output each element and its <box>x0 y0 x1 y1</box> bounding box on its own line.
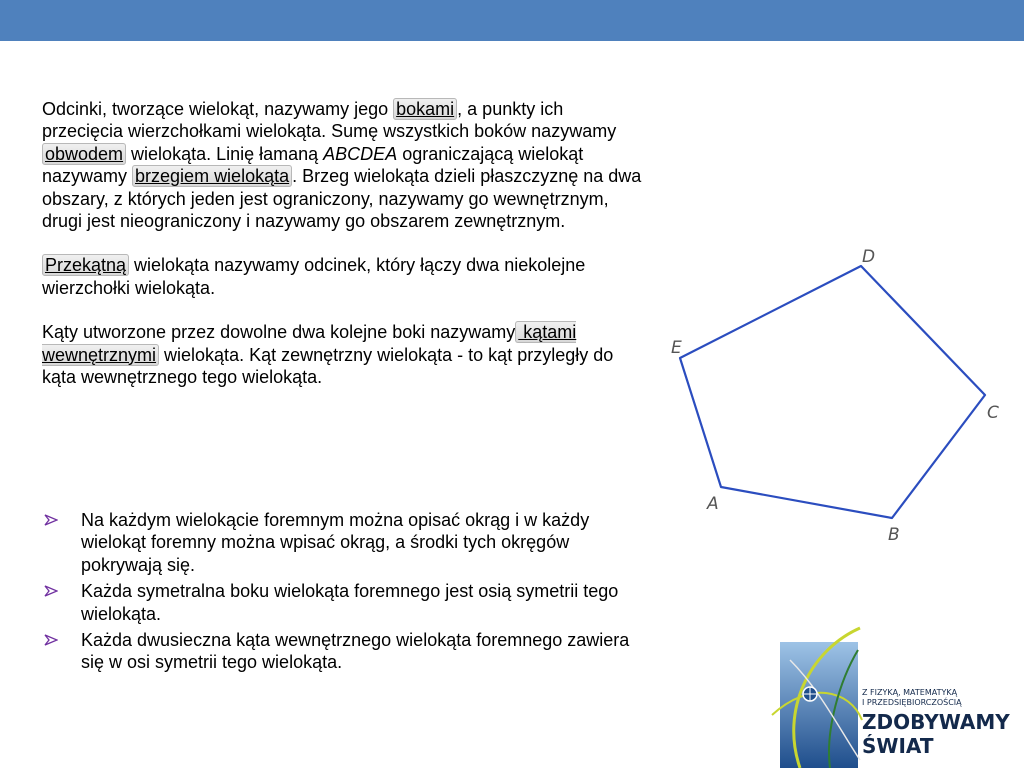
bullet-list <box>42 509 642 678</box>
text-segment: , a punkty ich przecięcia wierzchołkami wielokąta. Sumę wszystkich boków nazywamy <box>42 99 617 142</box>
link-brzegiem-wielokata[interactable]: brzegiem wielokąta <box>132 165 292 187</box>
list-item-text: Każda dwusieczna kąta wewnętrznego wielokąta foremnego zawiera się w osi symetrii tego wielokąta. <box>81 630 630 673</box>
logo-text-line-1: Z FIZYKĄ, MATEMATYKĄ <box>862 688 958 697</box>
project-logo <box>770 620 1024 768</box>
list-item <box>42 580 642 625</box>
vertex-label-c: C <box>987 403 999 423</box>
logo-text-line-3: ZDOBYWAMY <box>862 710 1010 734</box>
arrow-bullet-icon <box>44 585 58 597</box>
link-bokami[interactable]: bokami <box>393 98 457 120</box>
vertex-label-e: E <box>671 338 682 358</box>
paragraph-angles <box>42 321 642 388</box>
pentagon-shape <box>680 266 985 518</box>
arrow-bullet-icon <box>44 634 58 646</box>
vertex-label-b: B <box>888 525 900 545</box>
logo-text-line-2: I PRZEDSIĘBIORCZOŚCIĄ <box>862 698 962 707</box>
vertex-label-d: D <box>862 247 876 267</box>
paragraph-sides <box>42 98 642 232</box>
list-item <box>42 509 642 576</box>
link-katami-wewnetrznymi[interactable]: kątami wewnętrznymi <box>42 322 577 365</box>
text-segment: . Brzeg wielokąta dzieli płaszczyznę na dwa obszary, z których jeden jest ograniczony, nazywamy go wewnętrznym, drugi jest nieograniczony i nazywamy go obszarem zewnętrznym. <box>42 166 642 232</box>
link-obwodem[interactable]: obwodem <box>42 143 126 165</box>
polyline-name: ABCDEA <box>323 143 398 164</box>
text-segment: wielokąta nazywamy odcinek, który łączy dwa niekolejne wierzchołki wielokąta. <box>42 255 586 298</box>
vertex-label-a: A <box>707 494 719 514</box>
arrow-bullet-icon <box>44 514 58 526</box>
list-item-text: Na każdym wielokącie foremnym można opisać okrąg i w każdy wielokąt foremny można wpisać okrąg, a środki tych okręgów pokrywają się. <box>81 510 590 575</box>
text-segment: Odcinki, tworzące wielokąt, nazywamy jego <box>42 99 394 119</box>
list-item-text: Każda symetralna boku wielokąta foremnego jest osią symetrii tego wielokąta. <box>81 581 619 624</box>
paragraph-diagonal <box>42 254 642 299</box>
logo-text-line-4: ŚWIAT <box>862 734 934 758</box>
text-segment: ograniczającą wielokąt nazywamy <box>42 143 584 187</box>
text-segment: Kąty utworzone przez dowolne dwa kolejne boki nazywamy <box>42 322 516 343</box>
definitions-text <box>42 98 642 388</box>
text-segment: wielokąta. Kąt zewnętrzny wielokąta - to kąt przyległy do kąta wewnętrznego tego wielokąta. <box>42 344 614 388</box>
pentagon-diagram <box>660 235 1010 555</box>
text-segment: wielokąta. Linię łamaną <box>126 143 324 164</box>
list-item <box>42 629 642 674</box>
link-przekatna[interactable]: Przekątną <box>42 254 129 276</box>
header-bar <box>0 0 1024 41</box>
